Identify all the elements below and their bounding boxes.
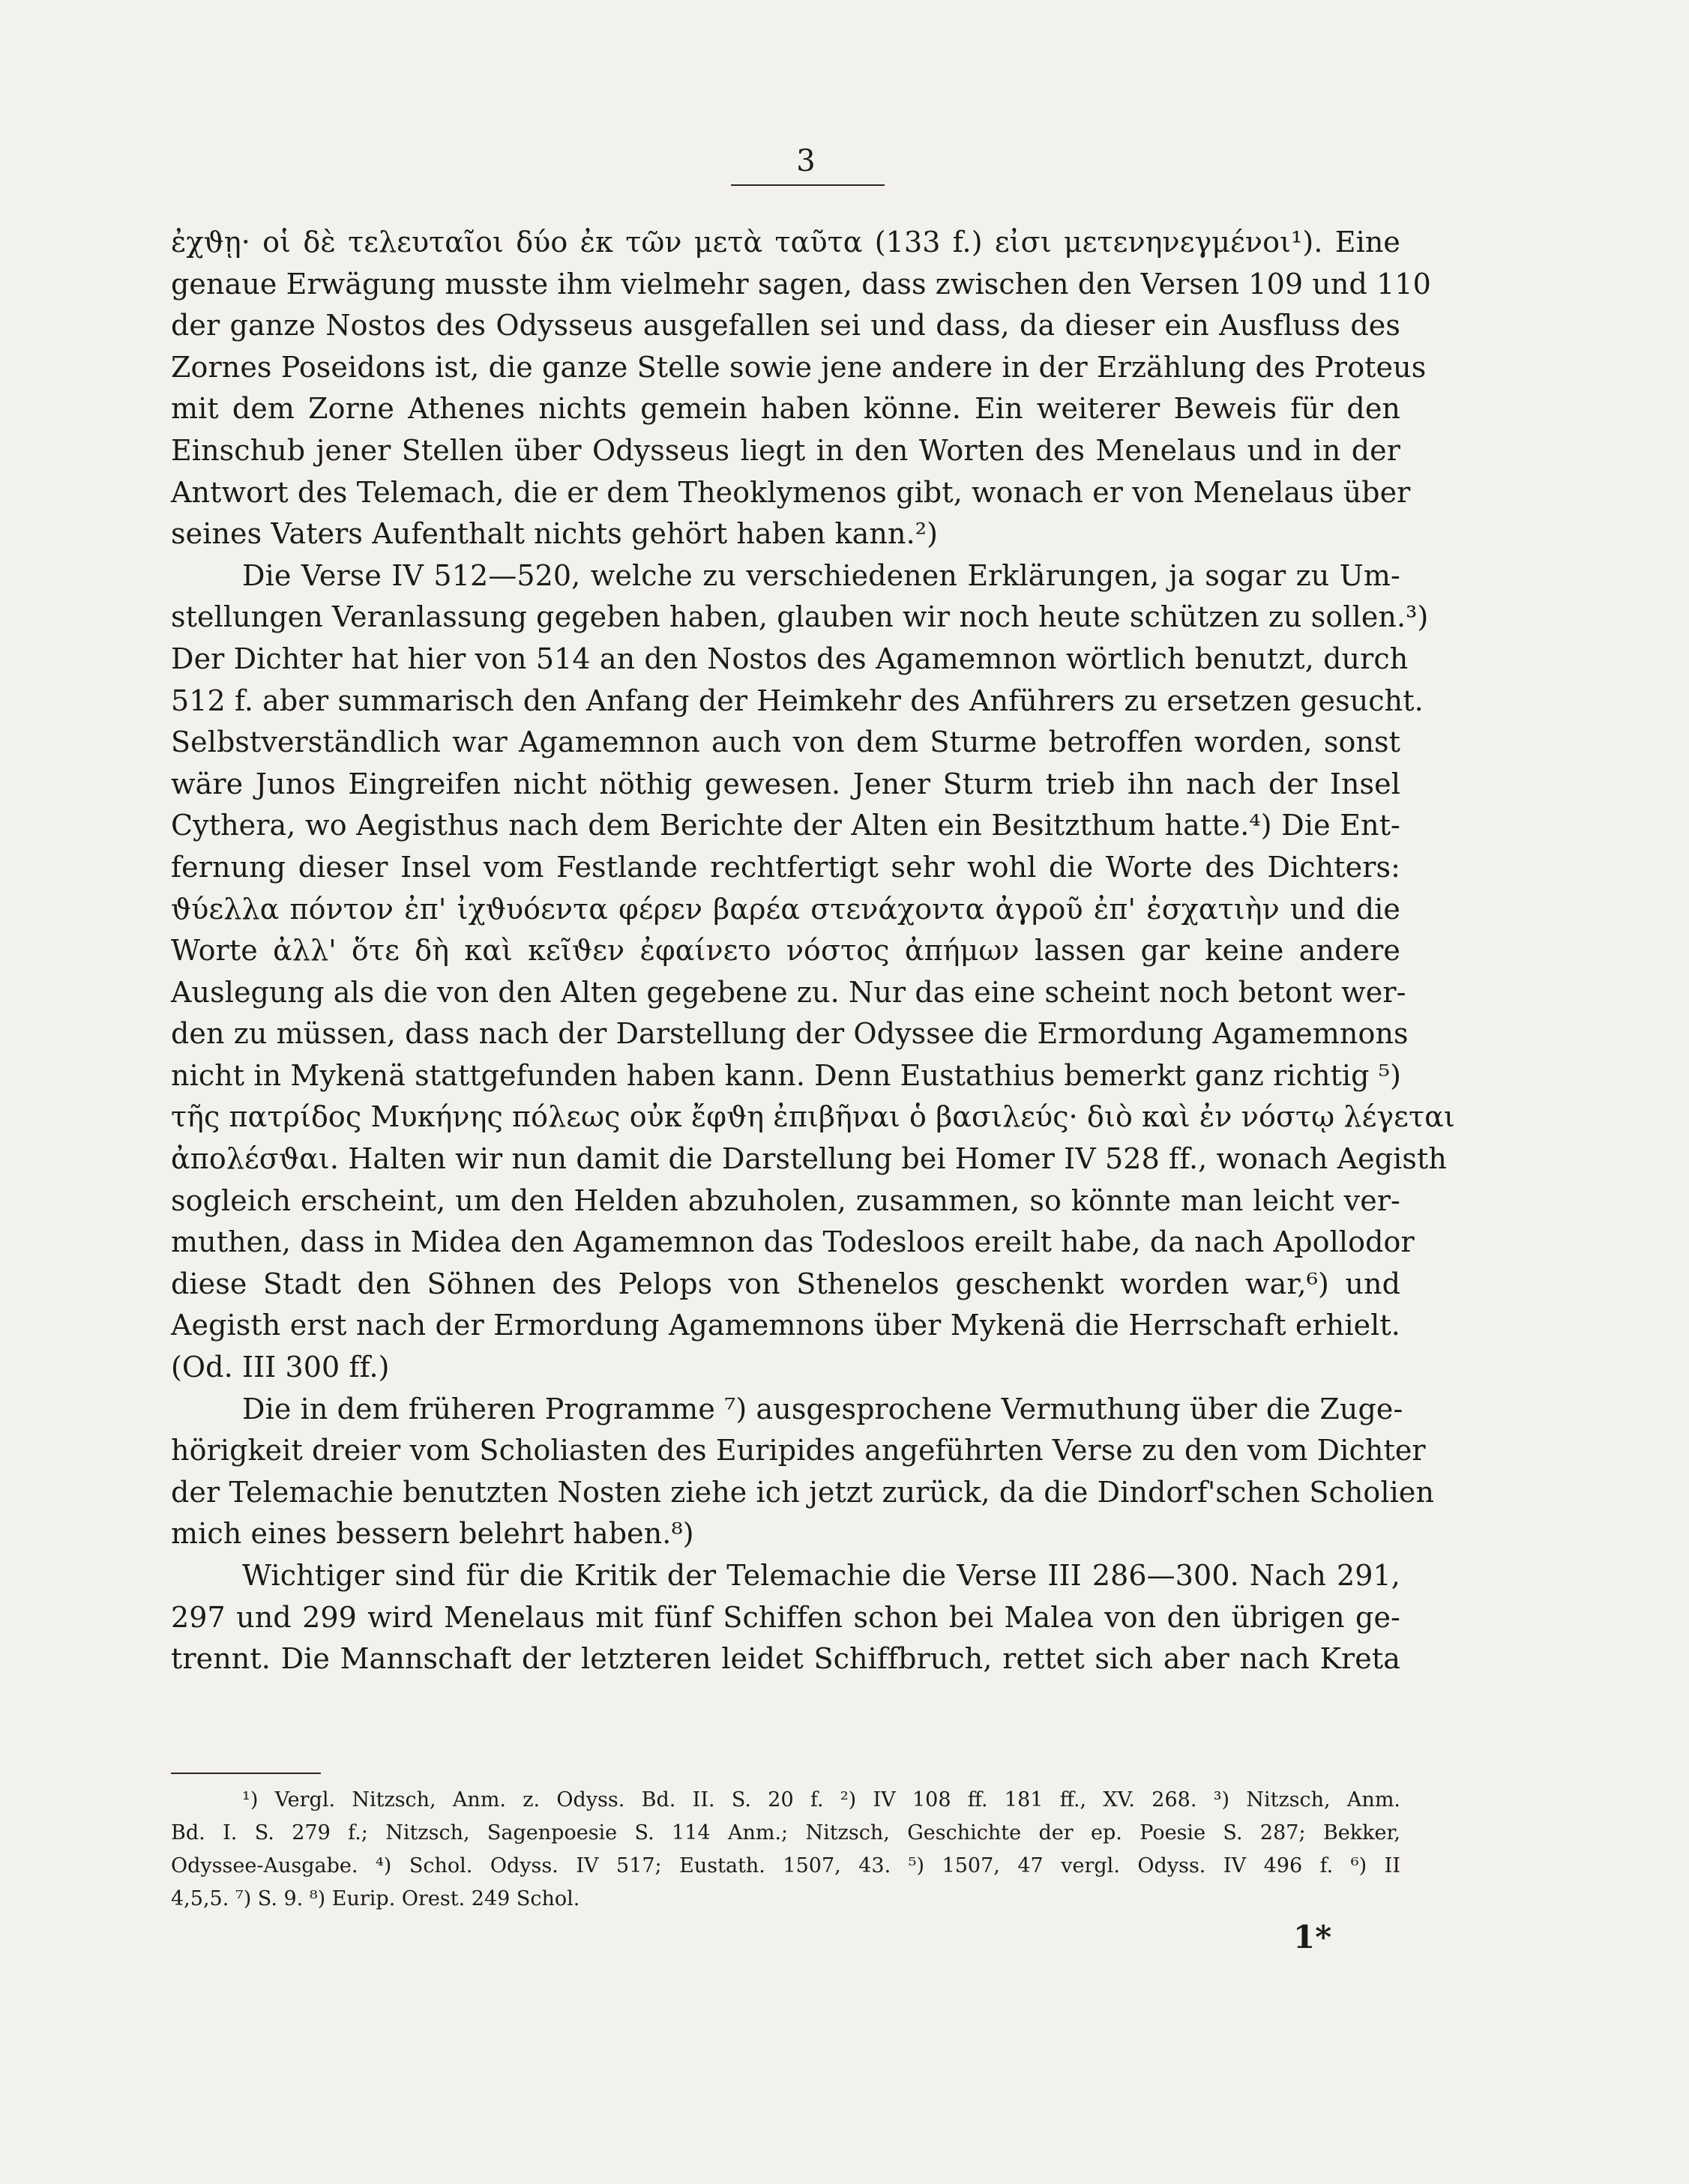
body-line: der ganze Nostos des Odysseus ausgefallen sei und dass, da dieser ein Ausfluss des xyxy=(171,309,1400,343)
body-line: Selbstverständlich war Agamemnon auch von dem Sturme betroffen worden, sonst xyxy=(171,726,1400,759)
body-line: Worte ἀλλ' ὅτε δὴ καὶ κεῖϑεν ἐφαίνετο νόστος ἀπήμων lassen gar keine andere xyxy=(171,934,1400,968)
body-line: nicht in Mykenä stattgefunden haben kann. Denn Eustathius bemerkt ganz richtig ⁵) xyxy=(171,1058,1402,1092)
body-line: fernung dieser Insel vom Festlande rechtfertigt sehr wohl die Worte des Dichters: xyxy=(171,850,1400,884)
body-line: den zu müssen, dass nach der Darstellung der Odyssee die Ermordung Agamemnons xyxy=(171,1017,1409,1051)
body-line: sogleich erscheint, um den Helden abzuholen, zusammen, so könnte man leicht ver- xyxy=(171,1183,1400,1217)
body-line: wäre Junos Eingreifen nicht nöthig gewesen. Jener Sturm trieb ihn nach der Insel xyxy=(171,767,1400,800)
body-line: ἀπολέσϑαι. Halten wir nun damit die Darstellung bei Homer IV 528 ff., wonach Aegisth xyxy=(171,1142,1447,1176)
footnote-line: Bd. I. S. 279 f.; Nitzsch, Sagenpoesie S. 114 Anm.; Nitzsch, Geschichte der ep. Poesie S. 287; Bekker, xyxy=(171,1821,1400,1844)
body-line: τῆς πατρίδος Μυκήνης πόλεως οὐκ ἔφϑη ἐπιβῆναι ὁ βασιλεύς· διὸ καὶ ἐν νόστῳ λέγεται xyxy=(171,1100,1455,1134)
header-rule xyxy=(731,184,885,186)
body-line: diese Stadt den Söhnen des Pelops von Sthenelos geschenkt worden war,⁶) und xyxy=(171,1267,1400,1300)
body-line: mit dem Zorne Athenes nichts gemein haben könne. Ein weiterer Beweis für den xyxy=(171,392,1400,426)
body-line: Die in dem früheren Programme ⁷) ausgesprochene Vermuthung über die Zuge- xyxy=(242,1392,1403,1426)
footnote-line: Odyssee-Ausgabe. ⁴) Schol. Odyss. IV 517; Eustath. 1507, 43. ⁵) 1507, 47 vergl. Odyss. IV 496 f. ⁶) II xyxy=(171,1854,1400,1877)
body-line: Antwort des Telemach, die er dem Theoklymenos gibt, wonach er von Menelaus über xyxy=(171,475,1411,509)
page-number: 3 xyxy=(796,144,816,178)
body-line: Wichtiger sind für die Kritik der Telemachie die Verse III 286—300. Nach 291, xyxy=(242,1559,1400,1592)
body-line: 297 und 299 wird Menelaus mit fünf Schiffen schon bei Malea von den übrigen ge- xyxy=(171,1600,1400,1634)
footnote-line: ¹) Vergl. Nitzsch, Anm. z. Odyss. Bd. II. S. 20 f. ²) IV 108 ff. 181 ff., XV. 268. ³) Nitzsch, Anm. xyxy=(242,1788,1400,1812)
footnote-line: 4,5,5. ⁷) S. 9. ⁸) Eurip. Orest. 249 Schol. xyxy=(171,1887,580,1910)
body-line: 512 f. aber summarisch den Anfang der Heimkehr des Anführers zu ersetzen gesucht. xyxy=(171,684,1424,717)
body-line: mich eines bessern belehrt haben.⁸) xyxy=(171,1517,694,1551)
body-line: Aegisth erst nach der Ermordung Agamemnons über Mykenä die Herrschaft erhielt. xyxy=(171,1309,1400,1342)
body-line: genaue Erwägung musste ihm vielmehr sagen, dass zwischen den Versen 109 und 110 xyxy=(171,267,1431,301)
body-line: Cythera, wo Aegisthus nach dem Berichte der Alten ein Besitzthum hatte.⁴) Die Ent- xyxy=(171,809,1400,842)
body-line: muthen, dass in Midea den Agamemnon das Todesloos ereilt habe, da nach Apollodor xyxy=(171,1225,1415,1259)
body-line: Zornes Poseidons ist, die ganze Stelle sowie jene andere in der Erzählung des Proteus xyxy=(171,350,1427,384)
body-line: der Telemachie benutzten Nosten ziehe ich jetzt zurück, da die Dindorf'schen Scholien xyxy=(171,1475,1435,1509)
footnotes xyxy=(171,1784,1400,1916)
body-line: Der Dichter hat hier von 514 an den Nostos des Agamemnon wörtlich benutzt, durch xyxy=(171,642,1409,675)
body-line: Auslegung als die von den Alten gegebene zu. Nur das eine scheint noch betont wer- xyxy=(171,975,1406,1009)
body-line: hörigkeit dreier vom Scholiasten des Euripides angeführten Verse zu den vom Dichter xyxy=(171,1434,1426,1467)
body-line: Die Verse IV 512—520, welche zu verschiedenen Erklärungen, ja sogar zu Um- xyxy=(242,558,1400,592)
body-line: (Od. III 300 ff.) xyxy=(171,1351,390,1384)
signature-mark: 1* xyxy=(1293,1919,1332,1955)
body-text xyxy=(171,222,1455,1680)
body-line: ϑύελλα πόντον ἐπ' ἰχϑυόεντα φέρεν βαρέα στενάχοντα ἀγροῦ ἐπ' ἐσχατιὴν und die xyxy=(171,892,1400,926)
body-line: Einschub jener Stellen über Odysseus liegt in den Worten des Menelaus und in der xyxy=(171,433,1400,467)
body-line: trennt. Die Mannschaft der letzteren leidet Schiffbruch, rettet sich aber nach Kreta xyxy=(171,1642,1400,1676)
body-line: stellungen Veranlassung gegeben haben, glauben wir noch heute schützen zu sollen.³) xyxy=(171,600,1429,634)
body-line: ἐχϑῃ· οἱ δὲ τελευταῖοι δύο ἐκ τῶν μετὰ ταῦτα (133 f.) εἰσι μετενηνεγμένοι¹). Eine xyxy=(171,226,1400,259)
body-line: seines Vaters Aufenthalt nichts gehört haben kann.²) xyxy=(171,517,939,551)
footnote-rule xyxy=(171,1773,321,1774)
